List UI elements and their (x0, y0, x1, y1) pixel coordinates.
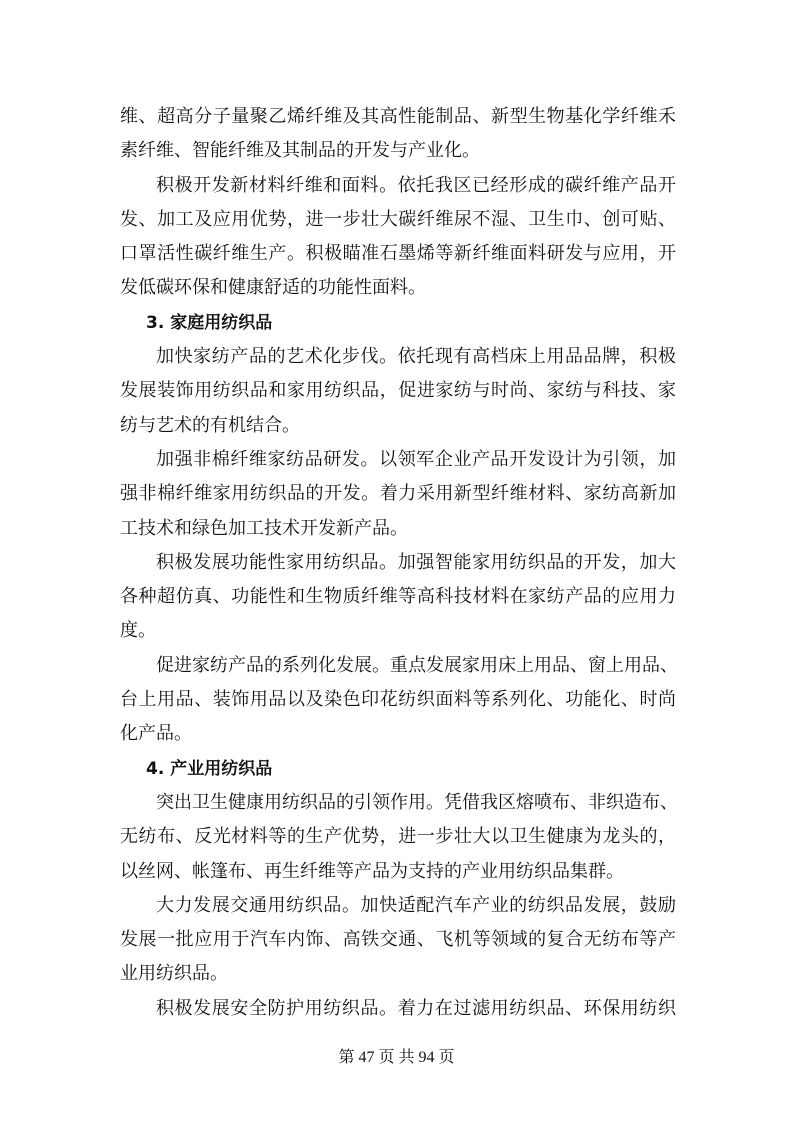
paragraph-1 (120, 100, 676, 169)
paragraph-9 (120, 992, 676, 1026)
paragraph-4 (120, 443, 676, 546)
text-line: 各种超仿真、功能性和生物质纤维等高科技材料在家纺产品的应用力 (120, 586, 676, 608)
text-line: 以丝网、帐篷布、再生纤维等产品为支持的产业用纺织品集群。 (120, 860, 624, 882)
text-line: 积极发展功能性家用纺织品。加强智能家用纺织品的开发，加大 (156, 551, 676, 573)
text-line: 突出卫生健康用纺织品的引领作用。凭借我区熔喷布、非织造布、 (156, 791, 678, 813)
text-line: 积极发展安全防护用纺织品。着力在过滤用纺织品、环保用纺织 (156, 997, 676, 1019)
text-line: 加快家纺产品的艺术化步伐。依托现有高档床上用品品牌，积极 (156, 346, 676, 368)
text-line: 素纤维、智能纤维及其制品的开发与产业化。 (120, 140, 480, 162)
text-line: 大力发展交通用纺织品。加快适配汽车产业的纺织品发展，鼓励 (156, 894, 676, 916)
text-line: 台上用品、装饰用品以及染色印花纺织面料等系列化、功能化、时尚 (120, 689, 676, 711)
paragraph-6 (120, 649, 676, 752)
text-line: 纺与艺术的有机结合。 (120, 414, 300, 436)
text-line: 发低碳环保和健康舒适的功能性面料。 (120, 277, 426, 299)
paragraph-2 (120, 169, 676, 306)
text-line: 工技术和绿色加工技术开发新产品。 (120, 517, 408, 539)
text-line: 维、超高分子量聚乙烯纤维及其高性能制品、新型生物基化学纤维禾 (120, 106, 676, 127)
text-line: 化产品。 (120, 723, 192, 745)
text-line: 发展装饰用纺织品和家用纺织品，促进家纺与时尚、家纺与科技、家 (120, 380, 676, 402)
text-line: 无纺布、反光材料等的生产优势，进一步壮大以卫生健康为龙头的， (120, 826, 676, 848)
document-body (120, 100, 676, 1026)
text-line: 发、加工及应用优势，进一步壮大碳纤维尿不湿、卫生巾、创可贴、 (120, 208, 676, 230)
paragraph-5 (120, 546, 676, 649)
text-line: 度。 (120, 620, 156, 642)
text-line: 发展一批应用于汽车内饰、高铁交通、飞机等领域的复合无纺布等产 (120, 929, 676, 951)
text-line: 口罩活性碳纤维生产。积极瞄准石墨烯等新纤维面料研发与应用，开 (120, 243, 676, 265)
text-line: 积极开发新材料纤维和面料。依托我区已经形成的碳纤维产品开 (156, 174, 676, 196)
paragraph-3 (120, 340, 676, 443)
text-line: 促进家纺产品的系列化发展。重点发展家用床上用品、窗上用品、 (156, 654, 678, 676)
page-number-footer: 第 47 页 共 94 页 (338, 1049, 455, 1066)
paragraph-7 (120, 786, 676, 889)
section-heading-4: 4. 产业用纺织品 (146, 758, 273, 779)
text-line: 强非棉纤维家用纺织品的开发。着力采用新型纤维材料、家纺高新加 (120, 483, 676, 505)
text-line: 加强非棉纤维家纺品研发。以领军企业产品开发设计为引领，加 (156, 448, 676, 470)
section-heading-3: 3. 家庭用纺织品 (146, 312, 273, 333)
paragraph-8 (120, 889, 676, 992)
text-line: 业用纺织品。 (120, 963, 228, 985)
